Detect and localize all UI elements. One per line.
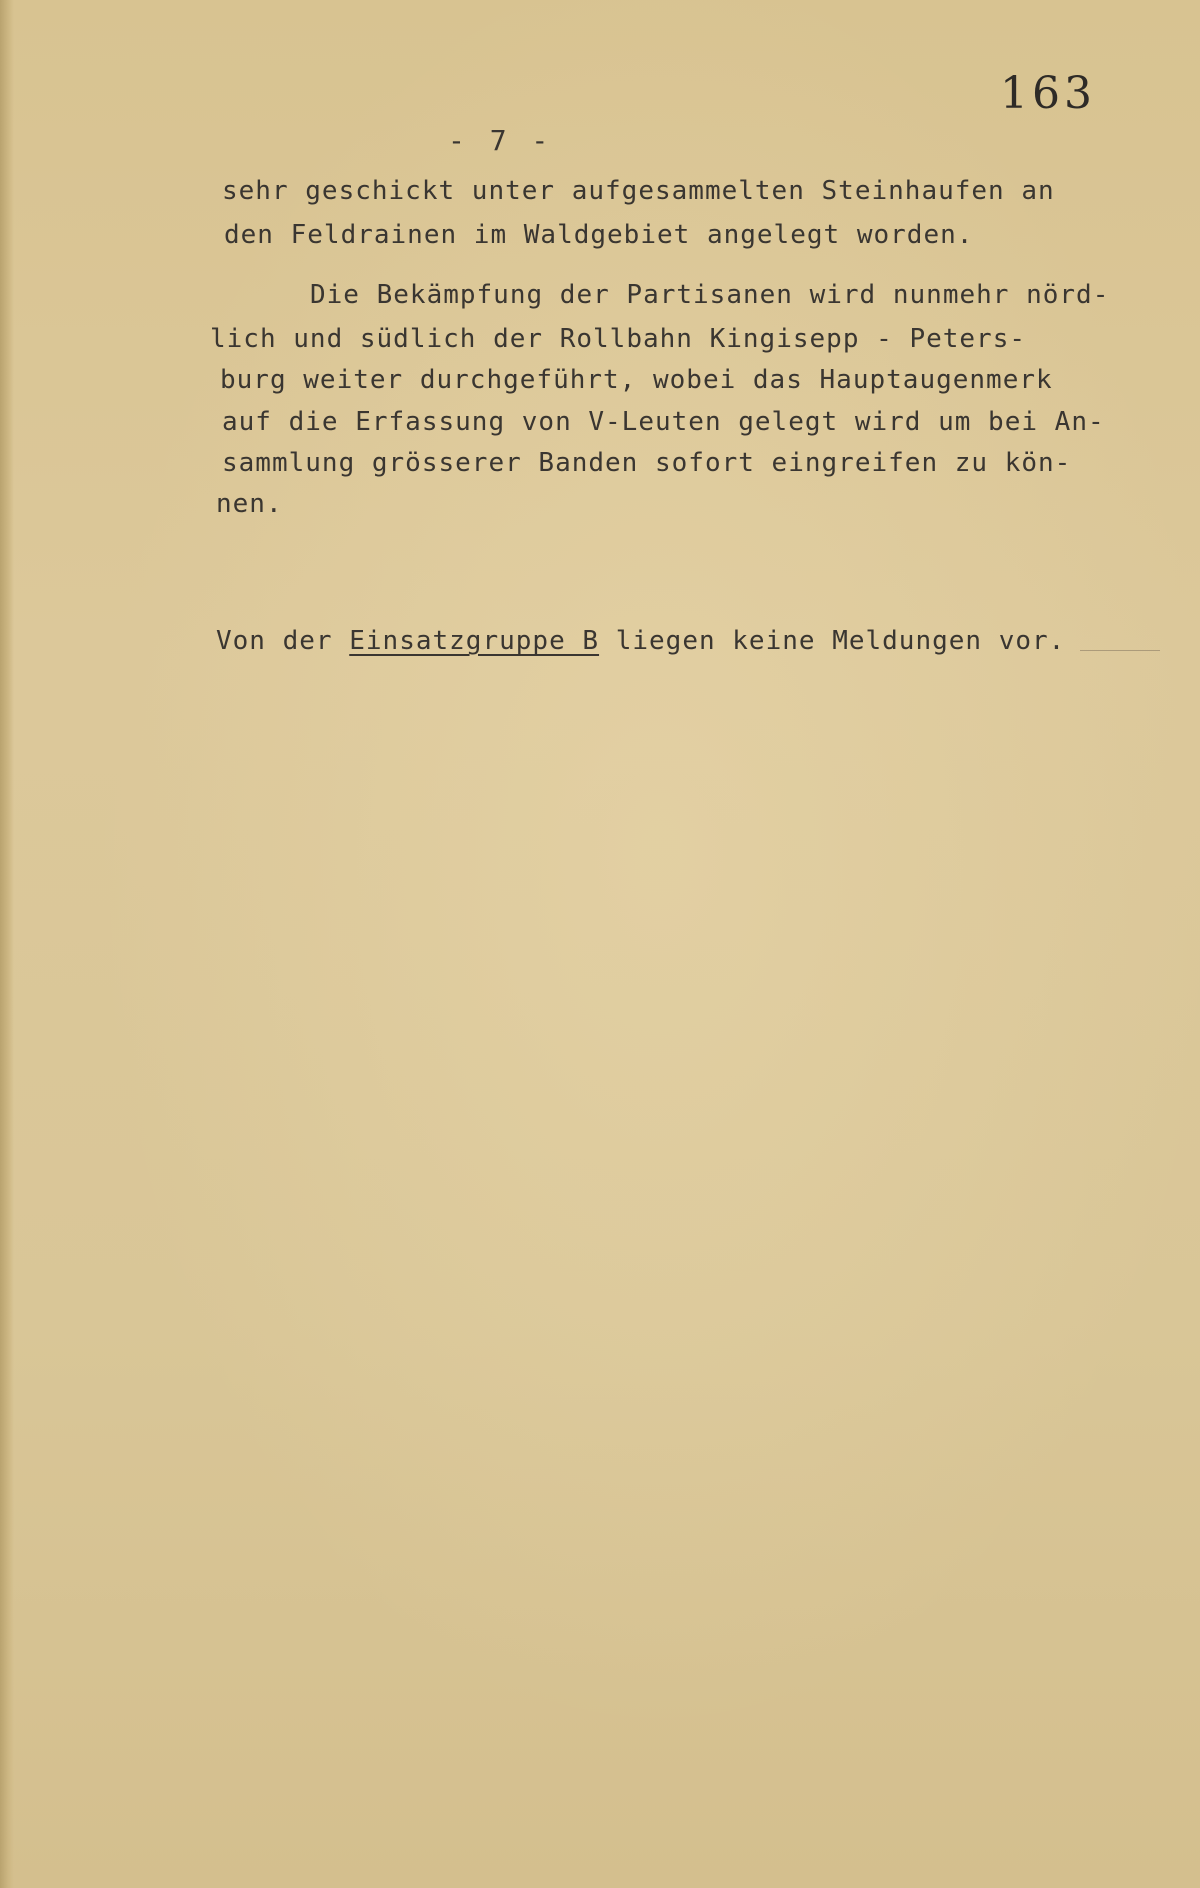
text-line: sammlung grösserer Banden sofort eingreifen zu kön- xyxy=(222,448,1072,478)
trailing-dash xyxy=(1080,650,1160,651)
text-line: Die Bekämpfung der Partisanen wird nunmehr nörd- xyxy=(310,280,1110,310)
page-number: - 7 - xyxy=(448,124,553,157)
text-line: nen. xyxy=(216,489,283,519)
einsatzgruppe-underlined: Einsatzgruppe B xyxy=(349,626,600,656)
text-line: den Feldrainen im Waldgebiet angelegt worden. xyxy=(224,220,974,250)
page-edge-shadow xyxy=(0,0,14,1888)
text-line: burg weiter durchgeführt, wobei das Hauptaugenmerk xyxy=(220,365,1053,395)
text-line: sehr geschickt unter aufgesammelten Steinhaufen an xyxy=(222,176,1055,206)
text-line: lich und südlich der Rollbahn Kingisepp - Peters- xyxy=(210,324,1027,354)
final-line-after: liegen keine Meldungen vor. xyxy=(599,626,1066,656)
final-line-before: Von der xyxy=(216,626,350,656)
folio-number: 163 xyxy=(1000,68,1096,119)
text-line: auf die Erfassung von V-Leuten gelegt wird um bei An- xyxy=(222,407,1105,437)
final-line xyxy=(216,626,1065,656)
